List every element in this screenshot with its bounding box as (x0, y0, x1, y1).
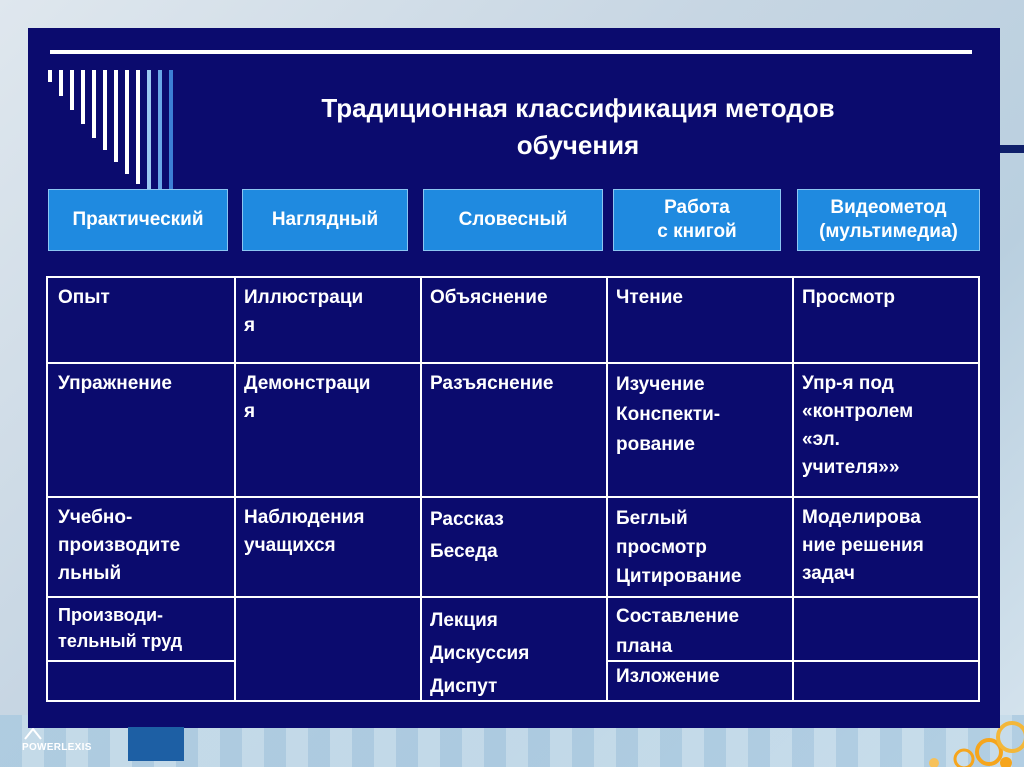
table-cell: Чтение (616, 287, 683, 308)
table-cell: Беглый просмотр Цитирование (616, 508, 742, 587)
table-cell: Лекция Дискуссия Диспут (430, 610, 530, 697)
logo-mark-icon (24, 728, 42, 740)
table-cell: Демонстраци я (244, 373, 371, 422)
top-rule (50, 50, 972, 54)
category-visual: Наглядный (242, 189, 408, 251)
corner-accent-bar (1000, 145, 1024, 153)
category-book-work: Работа с книгой (613, 189, 781, 251)
stripes-decoration-icon (48, 70, 188, 190)
logo-text: POWERLEXIS (22, 742, 92, 753)
table-cell: Рассказ Беседа (430, 509, 504, 562)
table-divider (48, 362, 978, 364)
table-cell: Моделирова ние решения задач (802, 507, 924, 584)
table-cell: Упр-я под «контролем «эл. учителя»» (802, 373, 914, 478)
table-cell: Просмотр (802, 287, 896, 308)
table-cell: Опыт (58, 287, 110, 308)
table-divider (48, 660, 234, 662)
table-cell: Учебно- производите льный (58, 507, 181, 584)
table-cell: Разъяснение (430, 373, 554, 394)
category-practical: Практический (48, 189, 228, 251)
table-divider (48, 596, 978, 598)
table-divider (606, 278, 608, 700)
table-cell: Объяснение (430, 287, 548, 308)
table-cell: Изучение Конспекти- рование (616, 374, 721, 455)
table-divider (234, 278, 236, 700)
category-video: Видеометод (мультимедиа) (797, 189, 980, 251)
table-divider (48, 496, 978, 498)
table-cell: Составление плана Изложение (616, 606, 740, 687)
table-cell: Наблюдения учащихся (244, 507, 365, 556)
table-cell: Иллюстраци я (244, 287, 364, 336)
slide (28, 28, 1000, 728)
category-verbal: Словесный (423, 189, 603, 251)
table-divider (420, 278, 422, 700)
methods-table (46, 276, 980, 702)
slide-title: Традиционная классификация методов обучения (321, 93, 835, 160)
table-cell: Упражнение (58, 373, 172, 394)
table-cell: Производи- тельный труд (58, 605, 183, 651)
table-divider (792, 278, 794, 700)
logo-square (128, 727, 184, 761)
